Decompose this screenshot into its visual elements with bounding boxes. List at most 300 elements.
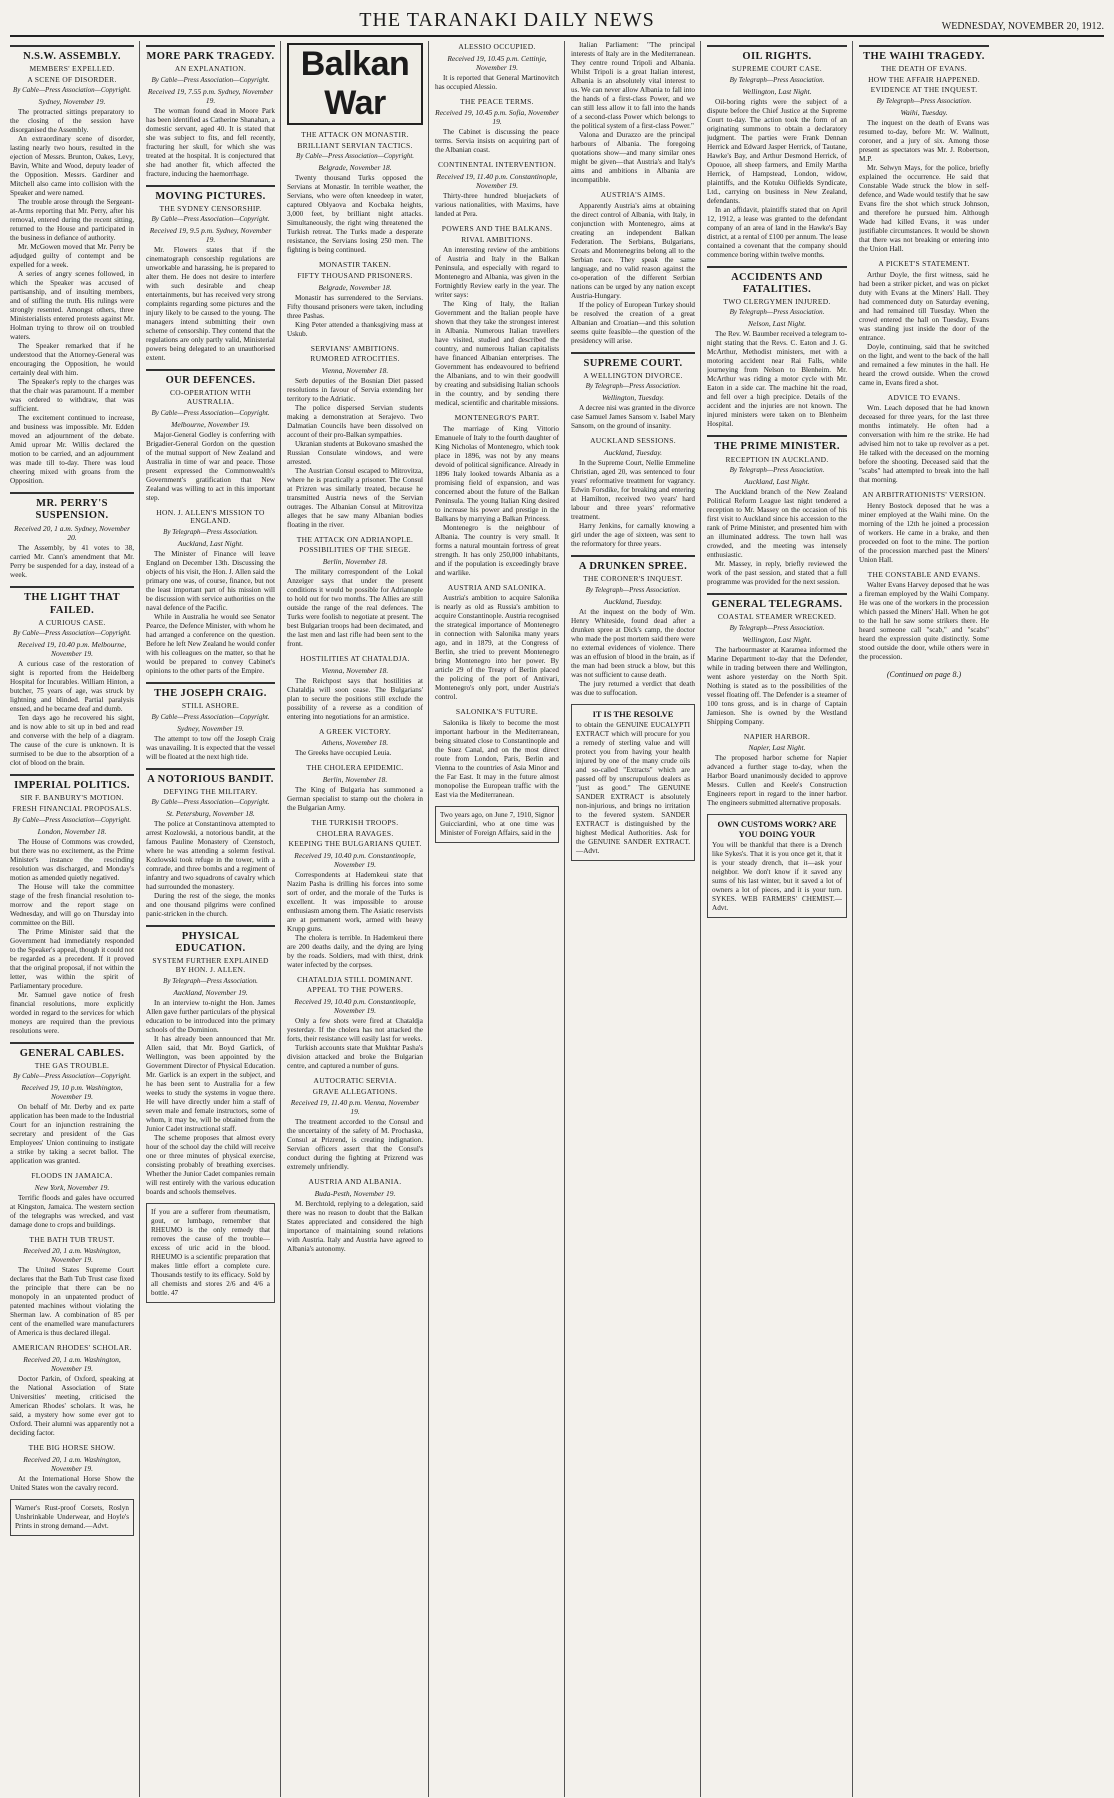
article-dateline: Auckland, November 19. bbox=[173, 987, 248, 997]
columns bbox=[10, 41, 1104, 1797]
article-paragraph: It is reported that General Martinovitch has occupied Alessio. bbox=[435, 73, 559, 91]
article-dateline: Sydney, November 19. bbox=[38, 97, 106, 107]
article-subheading: CO-OPERATION WITH AUSTRALIA. bbox=[170, 388, 251, 407]
article bbox=[10, 1042, 134, 1167]
article-paragraph: Walter Evans Harvey deposed that he was a fireman employed by the Waihi Company. He was one of the workers in the procession which passed the Miners' Hall. When he got to the hall he saw some strikers there. He heard someone call "scab," and "scabs" heard the expression quite distinctly. Some stood outside the door, while others were in the procession. bbox=[859, 581, 989, 662]
article-dateline: Received 19, 11.40 p.m. Constantinople, November 19. bbox=[436, 171, 558, 190]
article-subheading: THE ATTACK ON ADRIANOPLE. bbox=[296, 534, 414, 544]
article-dateline: Received 20, 1 a.m. Washington, November 19. bbox=[23, 1355, 121, 1374]
advertisement-text: Warner's Rust-proof Corsets, Roslyn Unshrinkable Underwear, and Hoyle's Prints in strong demand.—Advt. bbox=[15, 1503, 129, 1530]
article-paragraph: If the policy of European Turkey should be resolved the creation of a great Albanian and Croatian—and this solution seems quite feasible—the question of the presidency will arise. bbox=[571, 300, 695, 345]
article-paragraph: The Auckland branch of the New Zealand Political Reform League last night tendered a reception to Mr. Massey on the occasion of his first visit to Auckland since his accession to the rank of Prime Minister, and presented him with an illuminated address. The town hall was crowded, and the meeting was intensely enthusiastic. bbox=[707, 488, 847, 560]
article-paragraph: The inquest on the death of Evans was resumed to-day, before Mr. W. Wallnutt, coroner, and a jury of six. Among those present as spectators was Mr. J. Robertson, M.P. bbox=[859, 118, 989, 163]
article-paragraph: Mr. Flowers states that if the cinematograph censorship regulations are unworkable and harassing, he is prepared to alter them. He does not desire to interfere with such desirable and cheap entertainments, but has received very strong complaints regarding some pictures and the injury likely to be caused to the young. The managers intend submitting their own scheme of censorship. They contend that the regulations are only partly valid, Ministerial powers being delegated to an unauthorised extent. bbox=[146, 246, 275, 363]
article-subheading: A WELLINGTON DIVORCE. bbox=[583, 370, 683, 380]
article-headline: THE PRIME MINISTER. bbox=[714, 441, 840, 453]
article-subheading: THE BIG HORSE SHOW. bbox=[28, 1443, 116, 1453]
article-headline: THE WAIHI TRAGEDY. bbox=[863, 51, 985, 62]
article-subheading: AUTOCRATIC SERVIA. bbox=[313, 1076, 397, 1085]
article-subheading: AN EXPLANATION. bbox=[174, 64, 247, 74]
article-paragraph: The Reichpost says that hostilities at Chataldja will soon cease. The Bulgarians' plan to secure the positions still exclude the possibility of a reverse as a condition of entering into negotiations for an armistice. bbox=[287, 676, 423, 721]
article-paragraph: The attempt to tow off the Joseph Craig was unavailing. It is expected that the vessel will be floated at the next high tide. bbox=[146, 734, 275, 761]
article-dateline: Nelson, Last Night. bbox=[748, 319, 806, 329]
article-dateline: Vienna, November 18. bbox=[321, 665, 389, 675]
article-subheading: THE CONSTABLE AND EVANS. bbox=[867, 569, 981, 579]
article-subheading: AUSTRIA AND SALONIKA. bbox=[447, 582, 547, 592]
article-subheading: THE TURKISH TROOPS. bbox=[311, 817, 399, 827]
article-subheading: COASTAL STEAMER WRECKED. bbox=[717, 612, 837, 622]
article bbox=[10, 586, 134, 768]
section-rule bbox=[10, 774, 134, 776]
article-paragraph: The trouble arose through the Sergeant-at-Arms reporting that Mr. Perry, after his removal, entered during the recent sitting, returned to the House and participated in the business in defiance of authority. bbox=[10, 198, 134, 243]
article-subheading: TWO CLERGYMEN INJURED. bbox=[723, 296, 831, 306]
article-dateline: Auckland, Last Night. bbox=[744, 477, 810, 487]
article bbox=[10, 1444, 134, 1493]
article-dateline: Belgrade, November 18. bbox=[318, 282, 392, 292]
section-rule bbox=[146, 369, 275, 371]
column-3 bbox=[287, 41, 429, 1797]
article bbox=[287, 131, 423, 255]
article-headline: A NOTORIOUS BANDIT. bbox=[147, 773, 274, 785]
article bbox=[571, 41, 695, 185]
article-paragraph: An interesting review of the ambitions of Austria and Italy in the Balkan Peninsula, and especially with regard to Montenegro and Albania, was given in the Fortnightly Review early in the year. The writer says: bbox=[435, 246, 559, 300]
article-subheading: THE BATH TUB TRUST. bbox=[29, 1234, 115, 1244]
article-paragraph: Thirty-three hundred bluejackets of various nationalities, with Maxims, have landed at Pera. bbox=[435, 191, 559, 218]
article-subheading: ADVICE TO EVANS. bbox=[887, 392, 961, 402]
article-subheading: SUPREME COURT CASE. bbox=[732, 64, 822, 74]
article-dateline: Auckland, Last Night. bbox=[177, 538, 244, 548]
article-subheading: A CURIOUS CASE. bbox=[38, 617, 106, 627]
article-dateline: Auckland, Tuesday. bbox=[603, 596, 663, 606]
article-subheading: HOW THE AFFAIR HAPPENED. bbox=[868, 74, 980, 84]
article-paragraph: It has already been announced that Mr. Allen said, that Mr. Boyd Garlick, of Wellington, was been appointed by the Government Director of Physical Education. Mr. Garlick is an expert in the subject, and he has been sent to Australia for a few weeks to study the systems in vogue there. He will have directly under him a staff of seven male and female instructors, some of whom, it may be, will be obtained from the Junior Cadet instructional staff. bbox=[146, 1034, 275, 1133]
article-subheading: CONTINENTAL INTERVENTION. bbox=[437, 160, 557, 170]
advertisement bbox=[146, 1203, 275, 1303]
article-paragraph: The Rev. W. Baumber received a telegram to-night stating that the Revs. C. Eaton and J. G. McArthur, Methodist ministers, met with a motoring accident near Rai Falls, while journeying from Nelson to Blenheim. Mr. McArthur was riding a motor cycle with Mr. Eaton in a side car. The machine hit the road, and fell over a high precipice. Details of the accident and the injuries are not known. The injured ministers were taken on to Blenheim Hospital. bbox=[707, 330, 847, 429]
article-dateline: Vienna, November 18. bbox=[321, 365, 389, 375]
section-rule bbox=[146, 45, 275, 47]
article-paragraph: The Minister of Finance will leave England on December 13th. Discussing the objects of his visit, the Hon. J. Allen said the primary one was, of course, finance, but not the least important part of his mission will be discussion with service authorities on the naval defence of the Pacific. bbox=[146, 549, 275, 612]
article-paragraph: The Speaker's reply to the charges was that the chair was paramount. If a member was ordered to withdraw, that was sufficient. bbox=[10, 378, 134, 414]
article-paragraph: The King of Italy, the Italian Government and the Italian people have shown that they take the strongest interest in Albania. Numerous Italian travellers have visited, studied and described the country, and numerous Italian capitalists have financed Albanian enterprises. The Government has endeavoured to befriend the Albanians, and to win their goodwill by creating and subsidising Italian schools in the country, and by sending there medical, scientific and charitable missions. bbox=[435, 300, 559, 408]
article bbox=[435, 43, 559, 92]
article-subheading: HOSTILITIES AT CHATALDJA. bbox=[300, 654, 410, 663]
article-paragraph: At the International Horse Show the United States won the cavalry record. bbox=[10, 1474, 134, 1492]
article-paragraph: Ukranian students at Bukovano smashed the Russian Consulate windows, and were arrested. bbox=[287, 439, 423, 466]
column-6 bbox=[707, 41, 853, 1797]
article-headline: ACCIDENTS AND FATALITIES. bbox=[731, 271, 823, 295]
advertisement-text: You will be thankful that there is a Drench like Sykes's. That it is you once get it, that it is your steady drench, that it—ask your neighbor. We don't know if it saved any sums of his last winter, but it saved a lot of owners a lot of pieces, and it is your turn. SYKES. WEB FARMERS' CHEMIST.—Advt. bbox=[712, 841, 842, 913]
article bbox=[707, 45, 847, 260]
article-paragraph: At the inquest on the body of Wm. Henry Whiteside, found dead after a drunken spree at Dick's camp, the doctor who made the post mortem said there were no external evidences of violence. There was an effusion of blood in the brain, as if the man had been struck a blow, but this was not sufficient to cause death. bbox=[571, 607, 695, 679]
article bbox=[10, 45, 134, 486]
article-credit: By Cable—Press Association—Copyright. bbox=[12, 629, 132, 638]
article-subheading: KEEPING THE BULGARIANS QUIET. bbox=[288, 839, 422, 849]
section-rule bbox=[146, 682, 275, 684]
article bbox=[287, 261, 423, 338]
section-rule bbox=[707, 593, 847, 595]
article-subheading: APPEAL TO THE POWERS. bbox=[306, 985, 404, 995]
article bbox=[435, 414, 559, 578]
article-paragraph: M. Berchtold, replying to a delegation, said there was no reason to doubt that the Balkan States appreciated and considered the high importance of maintaining sound relations with Austria. Italy and Austria have agreed to Albania's autonomy. bbox=[287, 1199, 423, 1253]
article bbox=[10, 1344, 134, 1438]
article bbox=[10, 1172, 134, 1230]
article-subheading: EVIDENCE AT THE INQUEST. bbox=[870, 85, 978, 95]
article-credit: By Telegraph—Press Association. bbox=[585, 382, 681, 391]
article-headline: GENERAL TELEGRAMS. bbox=[711, 599, 843, 611]
article-paragraph: The marriage of King Vittorio Emanuele of Italy to the fourth daughter of King Nicholas of Montenegro, which took place in 1896, was not by any means devoid of political significance. Already in 1896 Italy looked towards Albania as a promising field of expansion, and was concerned about the future of the Balkan Peninsula. The young Italian King desired to increase his power and prestige in the Balkans by marrying a Balkan Princess. bbox=[435, 424, 559, 523]
article-subheading: RECEPTION IN AUCKLAND. bbox=[725, 454, 829, 464]
article-paragraph: In an interview to-night the Hon. James Allen gave further particulars of the physical education to be introduced into the primary schools of the Dominion. bbox=[146, 998, 275, 1034]
article-dateline: Received 19, 11.40 p.m. Vienna, November 19. bbox=[290, 1098, 420, 1117]
article bbox=[146, 768, 275, 920]
continued-note: (Continued on page 8.) bbox=[886, 670, 962, 680]
article-headline: OIL RIGHTS. bbox=[742, 51, 812, 62]
article-subheading: SYSTEM FURTHER EXPLAINED BY HON. J. ALLEN. bbox=[152, 956, 269, 975]
article-credit: By Cable—Press Association—Copyright. bbox=[295, 152, 415, 161]
article bbox=[146, 682, 275, 762]
article-paragraph: The jury returned a verdict that death was due to suffocation. bbox=[571, 679, 695, 697]
article-paragraph: The Austrian Consul escaped to Mitrovitza, where he is practically a prisoner. The Consul at Prizren was similarly treated, because he transmitted Austria news of the Servian outrages. The Albanian Consul at Mitrovitza alleges that he saw many Albanian bodies floating in the river. bbox=[287, 466, 423, 529]
article-subheading: THE SYDNEY CENSORSHIP. bbox=[159, 203, 262, 213]
article-subheading: FRESH FINANCIAL PROPOSALS. bbox=[12, 803, 132, 813]
article-headline: N.S.W. ASSEMBLY. bbox=[23, 51, 121, 62]
article-subheading: AMERICAN RHODES' SCHOLAR. bbox=[12, 1343, 132, 1353]
article bbox=[146, 185, 275, 364]
article-dateline: Berlin, November 18. bbox=[322, 774, 388, 784]
article-subheading: MEMBERS' EXPELLED. bbox=[29, 64, 115, 74]
article-subheading: THE CHOLERA EPIDEMIC. bbox=[306, 763, 404, 773]
article-dateline: London, November 18. bbox=[37, 826, 107, 836]
article-subheading: POSSIBILITIES OF THE SIEGE. bbox=[299, 545, 411, 555]
article-credit: By Telegraph—Press Association. bbox=[729, 308, 825, 317]
paper-title: THE TARANAKI DAILY NEWS bbox=[359, 9, 655, 31]
article-dateline: Wellington, Last Night. bbox=[742, 86, 812, 96]
article-dateline: Received 19, 10.45 p.m. Cettinje, November 19. bbox=[447, 53, 547, 72]
article bbox=[10, 1236, 134, 1339]
article bbox=[859, 491, 989, 565]
article-dateline: Received 20, 1 a.m. Washington, November 19. bbox=[23, 1246, 121, 1265]
article bbox=[571, 555, 695, 698]
article-paragraph: The treatment accorded to the Consul and the uncertainty of the safety of M. Prochaska, Consul at Prizrend, is creating indignation. Servian officers assert that the Consul's conduct during the fighting at Prizrend was extremely unfriendly. bbox=[287, 1118, 423, 1172]
article-subheading: THE PEACE TERMS. bbox=[460, 96, 534, 106]
section-rule bbox=[146, 925, 275, 927]
column-2 bbox=[146, 41, 281, 1797]
advertisement-text: Two years ago, on June 7, 1910, Signor Guicciardini, who at one time was Minister of Foreign Affairs, said in the bbox=[440, 811, 554, 837]
article-paragraph: In the Supreme Court, Nellie Emmeline Christian, aged 20, was sentenced to four years' reformative treatment for vagrancy. Edwin Forsdike, for breaking and entering at Hamilton, received two years' hard labour and three years' reformative treatment. bbox=[571, 458, 695, 521]
article-paragraph: A decree nisi was granted in the divorce case Samuel James Sansom v. Isabel Mary Sansom, on the ground of insanity. bbox=[571, 404, 695, 431]
article-paragraph: In an affidavit, plaintiffs stated that on April 12, 1912, a lease was granted to the defendant company of an area of land in the Hawke's Bay district, at a rental of £100 per annum. The lease contained a covenant that the company should commence boring within twelve months. bbox=[707, 205, 847, 259]
article-subheading: FIFTY THOUSAND PRISONERS. bbox=[297, 270, 413, 280]
article-headline: THE JOSEPH CRAIG. bbox=[154, 687, 267, 699]
article-dateline: Berlin, November 18. bbox=[322, 557, 388, 566]
article-paragraph: Serb deputies of the Bosnian Diet passed resolutions in favour of Servia extending her territory to the Adriatic. bbox=[287, 376, 423, 403]
article-subheading: HON. J. ALLEN'S MISSION TO ENGLAND. bbox=[156, 507, 265, 526]
article-dateline: Napier, Last Night. bbox=[748, 743, 806, 753]
article-dateline: Wellington, Tuesday. bbox=[601, 393, 665, 403]
article-subheading: THE DEATH OF EVANS. bbox=[881, 64, 967, 74]
article-paragraph: Mr. McGowen moved that Mr. Perry be adjudged guilty of contempt and be expelled for a week. bbox=[10, 243, 134, 270]
column-1 bbox=[10, 41, 140, 1797]
article bbox=[146, 369, 275, 502]
article-credit: By Telegraph—Press Association. bbox=[163, 976, 258, 985]
article-paragraph: Apparently Austria's aims at obtaining the direct control of Albania, with Italy, in conjunction with Montenegro, aims at creating an independent Balkan Federation. The Serbians, Bulgarians, Croats and Montenegrins belong all to the Serbian race. They speak the same language, and no valid reason against the co-operation of the different Serbian nations can be urged by any nation except Austria-Hungary. bbox=[571, 201, 695, 300]
article bbox=[571, 191, 695, 346]
article-paragraph: Doctor Parkin, of Oxford, speaking at the National Association of State Universities' meeting, criticised the American Rhodes' scholars. It was, he said, a mystery how some ever got to Oxford. Their alumni was apparently not a deciding factor. bbox=[10, 1375, 134, 1438]
article bbox=[146, 45, 275, 179]
article bbox=[859, 571, 989, 663]
article-subheading: THE CORONER'S INQUEST. bbox=[583, 574, 683, 583]
section-rule bbox=[10, 1042, 134, 1044]
article-dateline: Received 19, 7.55 p.m. Sydney, November 19. bbox=[147, 86, 274, 105]
article-headline: MR. PERRY'S SUSPENSION. bbox=[35, 498, 109, 522]
article-paragraph: Mr. Massey, in reply, briefly reviewed the work of the past session, and stated that a full programme was provided for the next session. bbox=[707, 560, 847, 587]
section-rule bbox=[707, 435, 847, 437]
article-paragraph: The King of Bulgaria has summoned a German specialist to stamp out the cholera in the Bulgarian Army. bbox=[287, 785, 423, 812]
article-subheading: CHOLERA RAVAGES. bbox=[316, 828, 394, 838]
section-rule bbox=[146, 185, 275, 187]
article-paragraph: Terrific floods and gales have occurred at Kingston, Jamaica. The western section of the telegraphs was wrecked, and vast damage done to crops and buildings. bbox=[10, 1193, 134, 1229]
article bbox=[287, 1077, 423, 1172]
article-dateline: Waihi, Tuesday. bbox=[900, 107, 948, 117]
article-paragraph: Doyle, continuing, said that he switched on the light, and went to the back of the hall and remained a few minutes in the hall. He heard the crowd outside. When the crowd came in, Evans fired a shot. bbox=[859, 342, 989, 387]
article-paragraph: The excitement continued to increase, and business was impossible. Mr. Edden moved an adjournment of the debate. Amid uproar Mr. Willis declared the motion to be carried, and an adjournment was made till to-day. There was loud cheering mixed with groans from the Opposition. bbox=[10, 414, 134, 486]
advertisement bbox=[571, 704, 695, 861]
article-subheading: SALONIKA'S FUTURE. bbox=[455, 707, 539, 717]
article-paragraph: Mr. Selwyn Mays, for the police, briefly explained the occurrence. He said that Constable Wade struck the blow in self-defence, and Wade would testify that he saw Evans fire the shot which struck Johnson, and therefore he pursued him. Although Wade had killed Evans, it was under justifiable circumstances. It would be shown that there was not breaking or entering into the Union Hall. bbox=[859, 163, 989, 253]
article-paragraph: Ten days ago he recovered his sight, and is now able to sit up in bed and read and converse with the help of a diagram. The cause of the cure is unknown. It is surmised to be due to the absorption of a clot of blood on the brain. bbox=[10, 714, 134, 768]
article bbox=[287, 655, 423, 722]
section-rule bbox=[571, 352, 695, 354]
section-rule bbox=[707, 266, 847, 268]
article-paragraph: King Peter attended a thanksgiving mass at Uskub. bbox=[287, 320, 423, 338]
article bbox=[287, 728, 423, 759]
article-subheading: MONASTIR TAKEN. bbox=[318, 260, 392, 270]
article-subheading: RUMORED ATROCITIES. bbox=[310, 354, 400, 364]
article-paragraph: During the rest of the siege, the monks and one thousand pilgrims were confined panic-stricken in the church. bbox=[146, 892, 275, 919]
article-subheading: MONTENEGRO'S PART. bbox=[454, 413, 540, 423]
article-paragraph: On behalf of Mr. Derby and ex parte application has been made to the Industrial Court for an injunction restraining the secretary and president of the Gas Employees' Union continuing to instigate a strike by taking a secret ballot. The application was granted. bbox=[10, 1103, 134, 1166]
article-paragraph: Italian Parliament: "The principal interests of Italy are in the Mediterranean. They centre round Tripoli and Albania. Whilst Tripoli is a great Italian interest, Albania is an absolutely vital interest to us. We can never allow Albania to fall into the hands of a first-class Power, and we can still less allow it to fall into the hands of a second-class Power which belongs to the political system of a first-class Power." bbox=[571, 41, 695, 130]
article-dateline: Received 19, 10.45 p.m. Sofia, November 19. bbox=[435, 108, 559, 127]
article-paragraph: The House will take the committee stage of the fresh financial resolution to-morrow and the report stage on Wednesday, and will go on Thursday into committee on the Bill. bbox=[10, 882, 134, 927]
article-subheading: THE ATTACK ON MONASTIR. bbox=[301, 130, 409, 139]
article bbox=[859, 260, 989, 388]
article-paragraph: A curious case of the restoration of sight is reported from the Heidelberg Hospital for Incurables. William Hinton, a butcher, 75 years of age, was struck by lightning and blinded. Partial paralysis ensued, and he became deaf and dumb. bbox=[10, 660, 134, 714]
article-paragraph: The Greeks have occupied Leuia. bbox=[295, 749, 392, 758]
article-subheading: BRILLIANT SERVIAN TACTICS. bbox=[297, 140, 413, 150]
article-paragraph: The harbourmaster at Karamea informed the Marine Department to-day that the Defender, while in trading between there and Wellington, went ashore yesterday on the North Spit. Nothing is stated as to the possibilities of the vessel floating off. The Defender is a steamer of 100 tons gross, and is in charge of Captain Jamieson. She is owned by the Westland Shipping Company. bbox=[707, 645, 847, 726]
article-dateline: Melbourne, November 19. bbox=[171, 419, 250, 429]
article-subheading: DEFYING THE MILITARY. bbox=[163, 786, 258, 796]
article-paragraph: Major-General Godley is conferring with Brigadier-General Gordon on the question of the mutual support of New Zealand and Australia in time of war and peace. Those present expressed the Commonwealth's Government's gratification that New Zealand was willing to act in this important step. bbox=[146, 430, 275, 502]
article-headline: A DRUNKEN SPREE. bbox=[578, 560, 688, 572]
article-dateline: Wellington, Last Night. bbox=[742, 634, 812, 644]
article-headline: GENERAL CABLES. bbox=[19, 1047, 125, 1059]
article bbox=[707, 266, 847, 430]
article bbox=[707, 435, 847, 587]
article-headline: OUR DEFENCES. bbox=[165, 375, 256, 387]
section-rule bbox=[146, 768, 275, 770]
article-paragraph: Valona and Durazzo are the principal harbours of Albania. The foregoing quotations show—and many similar ones might be given—that Austria's and Italy's aims and ambitions in Albania are incompatible. bbox=[571, 131, 695, 184]
article-paragraph: The protracted sittings preparatory to the closing of the session have disorganised the Assembly. bbox=[10, 108, 134, 135]
article-credit: By Telegraph—Press Association. bbox=[729, 75, 825, 84]
advertisement-title: IT IS THE RESOLVE bbox=[592, 708, 674, 719]
article-paragraph: Monastir has surrendered to the Servians. Fifty thousand prisoners were taken, including three Pashas. bbox=[287, 293, 423, 320]
advertisement-text: If you are a sufferer from rheumatism, gout, or lumbago, remember that RHEUMO is the only remedy that removes the cause of the trouble—excess of uric acid in the blood. RHEUMO is a scientific preparation that makes little effort a complete cure. Thousands testify to its efficacy. Sold by all chemists and stores 2/6 and 4/6 a bottle. 47 bbox=[151, 1207, 270, 1297]
article bbox=[10, 774, 134, 1035]
issue-date: WEDNESDAY, NOVEMBER 20, 1912. bbox=[941, 21, 1104, 32]
article-credit: By Cable—Press Association—Copyright. bbox=[151, 408, 270, 417]
article-paragraph: Montenegro is the neighbour of Albania. The country is very small. It forms a natural mountain fortress of great strength. It has only 250,000 inhabitants, and if the population is exceedingly brave and warlike. bbox=[435, 523, 559, 577]
article-credit: By Cable—Press Association—Copyright. bbox=[151, 75, 270, 84]
section-rule bbox=[10, 45, 134, 47]
article-paragraph: The House of Commons was crowded, but there was no excitement, as the Prime Minister's instance the rescinding resolution was discharged, and Monday's motion as amended quietly negatived. bbox=[10, 837, 134, 882]
article-paragraph: The Assembly, by 41 votes to 38, carried Mr. Cann's amendment that Mr. Perry be suspended for a day, instead of a week. bbox=[10, 544, 134, 580]
article bbox=[571, 437, 695, 549]
article-dateline: Received 19, 10.40 p.m. Constantinople, November 19. bbox=[294, 850, 416, 869]
article-subheading: AUCKLAND SESSIONS. bbox=[590, 436, 676, 446]
column-5 bbox=[571, 41, 701, 1797]
article bbox=[435, 98, 559, 156]
advertisement bbox=[10, 1499, 134, 1536]
article bbox=[859, 45, 989, 254]
article-subheading: POWERS AND THE BALKANS. bbox=[441, 223, 553, 233]
article-paragraph: The cholera is terrible. In Hademkeui there are 200 deaths daily, and the dying are lying by the roads. Soldiers, mad with thirst, drink water infected by the corpses. bbox=[287, 933, 423, 969]
article-paragraph: The Prime Minister said that the Government had immediately responded to the Speaker's appeal, though it could not be regarded as a precedent. If it proved that the original proposal, if not within the letter, was within the spirit of Parliamentary procedure. bbox=[10, 927, 134, 990]
article bbox=[435, 225, 559, 408]
article-dateline: Buda-Pesth, November 19. bbox=[314, 1188, 396, 1198]
article-subheading: THE GAS TROUBLE. bbox=[34, 1060, 110, 1070]
article bbox=[287, 345, 423, 530]
article-dateline: St. Petersburg, November 18. bbox=[166, 809, 255, 819]
article-paragraph: Salonika is likely to become the most important harbour in the Mediterranean, being situated close to Constantinople and the Suez Canal, and on the most direct route from London, Paris, Berlin and Vienna to the countries of Asia Minor and the Far East. It may in the future almost monopolise the European traffic with the East via the Mediterranean. bbox=[435, 719, 559, 799]
article-paragraph: Oil-boring rights were the subject of a dispute before the Chief Justice at the Supreme Court to-day. The action took the form of an originating summons to obtain a declaratory judgment. The parties were Frank Dennan Herrick and Edward Jasper Herrick, of Tautane, Hawke's Bay, and Arthur Desmond Herrick, of Opouoe, all sheep farmers, and Emily Martha Herrick, of Hampstead, London, widow, plaintiffs, and the Kotuku Oilfields Syndicate, Ltd., carrying on business in New Zealand, defendants. bbox=[707, 97, 847, 205]
article bbox=[707, 593, 847, 727]
section-rule bbox=[707, 45, 847, 47]
article-headline: PHYSICAL EDUCATION. bbox=[175, 931, 246, 955]
article-headline: MOVING PICTURES. bbox=[155, 190, 266, 202]
article-subheading: AUSTRIA AND ALBANIA. bbox=[308, 1177, 402, 1187]
article-credit: By Telegraph—Press Association. bbox=[163, 527, 258, 536]
advertisement bbox=[707, 814, 847, 918]
article bbox=[859, 394, 989, 486]
article-paragraph: Wm. Leach deposed that he had known deceased for three years, for the last three months intimately. He often had a conversation with him re the strike. He had advised him not to take up revolver as a pet. He talked with the deceased on the morning before the shooting. Deceased said that the "scabs" had attempted to break into the hall that morning. bbox=[859, 404, 989, 485]
article-paragraph: The United States Supreme Court declares that the Bath Tub Trust case fixed the principle that there can be no monopoly in an unpatented product of patented machines without violating the Sherman law. A combination of 85 per cent of the enamelled ware manufacturers of America is thus declared illegal. bbox=[10, 1266, 134, 1338]
article-subheading: NAPIER HARBOR. bbox=[743, 731, 811, 741]
article-dateline: Sydney, November 19. bbox=[177, 723, 244, 733]
article-subheading: AUSTRIA'S AIMS. bbox=[600, 190, 666, 199]
article-subheading: ALESSIO OCCUPIED. bbox=[458, 42, 536, 51]
article-subheading: SIR F. BANBURY'S MOTION. bbox=[20, 793, 124, 803]
article-paragraph: The Speaker remarked that if he understood that the Attorney-General was encouraging the Opposition, he would certainly deal with him. bbox=[10, 342, 134, 378]
article bbox=[287, 976, 423, 1071]
section-rule bbox=[10, 586, 134, 588]
article-headline: SUPREME COURT. bbox=[583, 357, 683, 369]
article-paragraph: The scheme proposes that almost every hour of the school day the child will receive one or three minutes of physical exercise, consisting probably of breathing exercises. Whether the Junior Cadet companies remain will rest entirely with the various education boards and schools themselves. bbox=[146, 1133, 275, 1196]
article-credit: By Cable—Press Association—Copyright. bbox=[151, 215, 270, 224]
article-paragraph: The Cabinet is discussing the peace terms. Servia insists on acquiring part of the Albanian coast. bbox=[435, 128, 559, 155]
article-paragraph: Arthur Doyle, the first witness, said he had been a striker picket, and was on picket duty with Evans at the Miners' Hall. They had commenced duty on Saturday evening, and had remained till Tuesday. When the crowd entered the hall on Tuesday, Evans was standing just inside the door of the entrance. bbox=[859, 270, 989, 342]
masthead bbox=[10, 6, 1104, 37]
section-rule bbox=[10, 492, 134, 494]
article bbox=[571, 352, 695, 432]
article bbox=[10, 492, 134, 580]
article-subheading: GRAVE ALLEGATIONS. bbox=[312, 1086, 398, 1096]
advertisement bbox=[435, 806, 559, 843]
article bbox=[435, 708, 559, 800]
article-headline: MORE PARK TRAGEDY. bbox=[146, 51, 275, 62]
article bbox=[287, 1178, 423, 1254]
article-credit: By Cable—Press Association—Copyright. bbox=[12, 1072, 132, 1081]
article-dateline: Athens, November 18. bbox=[321, 738, 389, 748]
article-subheading: STILL ASHORE. bbox=[181, 701, 240, 710]
column-7 bbox=[859, 41, 994, 1797]
article bbox=[707, 733, 847, 809]
article-paragraph: The police dispersed Servian students making a demonstration at Serajevo. Two Dalmatian Councils have been dissolved on account of their pro-Balkan sympathies. bbox=[287, 403, 423, 439]
article-subheading: A PICKET'S STATEMENT. bbox=[878, 258, 970, 268]
article bbox=[435, 161, 559, 219]
article bbox=[287, 764, 423, 813]
article bbox=[287, 536, 423, 649]
article-credit: By Telegraph—Press Association. bbox=[585, 585, 681, 594]
article-dateline: Auckland, Tuesday. bbox=[603, 447, 663, 457]
advertisement-title: OWN CUSTOMS WORK? ARE YOU DOING YOUR bbox=[717, 819, 837, 840]
article-subheading: A GREEK VICTORY. bbox=[318, 726, 392, 736]
article-paragraph: Turkish accounts state that Mukhtar Pasha's division attacked and broke the Bulgarian centre, and captured a number of guns. bbox=[287, 1044, 423, 1070]
article bbox=[287, 819, 423, 970]
column-4 bbox=[435, 41, 565, 1797]
article-subheading: RIVAL AMBITIONS. bbox=[461, 234, 533, 244]
article-dateline: Received 19, 10 p.m. Washington, November 19. bbox=[21, 1083, 123, 1102]
article-paragraph: Mr. Samuel gave notice of fresh financial resolutions, more explicitly worded in regard to the services for which moneys are required than the previous resolutions were. bbox=[10, 990, 134, 1035]
article-dateline: Received 20, 1 a.m. Sydney, November 20. bbox=[14, 524, 130, 543]
article-headline: THE LIGHT THAT FAILED. bbox=[23, 592, 121, 616]
article-credit: By Telegraph—Press Association. bbox=[729, 466, 825, 475]
article-paragraph: Harry Jenkins, for carnally knowing a girl under the age of sixteen, was sent to the reformatory for three years. bbox=[571, 521, 695, 548]
article-credit: By Cable—Press Association—Copyright. bbox=[12, 815, 132, 824]
article-paragraph: While in Australia he would see Senator Pearce, the Defence Minister, with whom he had arranged a conference on the question. Before he left New Zealand he would confer with his colleagues on the matter, so that he would be prepared to convey Cabinet's opinions to the other parts of the Empire. bbox=[146, 612, 275, 675]
article-subheading: A SCENE OF DISORDER. bbox=[27, 74, 117, 84]
article-credit: By Cable—Press Association—Copyright. bbox=[151, 712, 270, 721]
section-rule bbox=[571, 555, 695, 557]
article-subheading: AN ARBITRATIONISTS' VERSION. bbox=[862, 490, 986, 500]
article-credit: By Cable—Press Association—Copyright. bbox=[12, 86, 132, 95]
article bbox=[146, 509, 275, 676]
article-paragraph: Twenty thousand Turks opposed the Servians at Monastir. In terrible weather, the Servians, who were often kneedeep in water, captured Oblyaova and Kocbaka heights, 3,000 feet, by brilliant night attacks. Simultaneously, the right wing threatened the Turkish retreat. The Turks made a desperate resistance, the Servians losing 250 men. The fighting is being continued. bbox=[287, 174, 423, 255]
article-paragraph: Austria's ambition to acquire Salonika is nearly as old as Russia's ambition to acquire Constantinople. Austria recognised the strategical importance of Montenegro in connection with Salonika many years ago, and in 1879, at the Congress of Berlin, she tried to prevent Montenegro bring Montenegro into her power. By article 29 of the Treaty of Berlin placed the policing of the port of Antivari, Montenegro's only port, under Austria's control. bbox=[435, 594, 559, 702]
article-paragraph: The woman found dead in Moore Park has been identified as Catherine Shanahan, a domestic servant, aged 40. It is stated that she was subject to fits, and fell recently, fracturing her skull, for which she was treated at the hospital. It is conjectured that she had another fit, which affected the fracture, inducing the haemorrhage. bbox=[146, 106, 275, 178]
article-paragraph: The proposed harbor scheme for Napier advanced a further stage to-day, when the Harbor Board unanimously decided to approve Messrs. Cullen and Keele's Construction Engineers report in regard to the inner harbor. The engineers submitted alternative proposals. bbox=[707, 754, 847, 808]
article-credit: By Cable—Press Association—Copyright. bbox=[151, 798, 270, 807]
article-dateline: Received 20, 1 a.m. Washington, November 19. bbox=[23, 1454, 121, 1473]
article-dateline: Received 19, 9.5 p.m. Sydney, November 19. bbox=[149, 226, 272, 245]
article-paragraph: Correspondents at Hademkeui state that Nazim Pasha is drilling his forces into some sort of order, and the morale of the Turks is excellent. It was impossible to arouse enthusiasm among them. The Asiatic reservists are at permanent work, armed with heavy Krupp guns. bbox=[287, 870, 423, 933]
article-credit: By Telegraph—Press Association. bbox=[729, 623, 825, 632]
article-dateline: Belgrade, November 18. bbox=[318, 163, 392, 173]
section-rule bbox=[859, 45, 989, 47]
advertisement-text: to obtain the GENUINE EUCALYPTI EXTRACT which will procure for you a remedy of sterling value and will protect you from having your health injured by one of the many crude oils and so-called "Extracts" which are passed off by unscrupulous dealers as "just as good." The GENUINE SANDER EXTRACT is absolutely non-injurious, and brings no irritation to the fevered system. SANDER EXTRACT is distinguished by the highest Medical Authorities. Ask for the GENUINE SANDER EXTRACT.—Advt. bbox=[576, 720, 690, 855]
article bbox=[435, 584, 559, 703]
article-dateline: New York, November 19. bbox=[34, 1182, 110, 1192]
article-subheading: SERVIANS' AMBITIONS. bbox=[310, 343, 400, 353]
article bbox=[146, 925, 275, 1196]
article-paragraph: An extraordinary scene of disorder, lasting nearly two hours, resulted in the ejection of Messrs. Brunton, Oakes, Levy, Bavin, White and Wood, deputy leader of the Opposition. Messrs. Gardiner and Mitchell also came into collision with the Speaker and were named. bbox=[10, 135, 134, 198]
article-paragraph: The police at Constantinova attempted to arrest Kozlowski, a notorious bandit, at the famous Pauline Monastery of Czenstoch, where he was attending a solemn festival. Kozlowski took refuge in the tower, with a comrade, and three bombs and a regiment of infantry and two squadrons of cavalry which had surrounded the monastery. bbox=[146, 820, 275, 892]
article-credit: By Telegraph—Press Association. bbox=[876, 96, 972, 105]
article-paragraph: Only a few shots were fired at Chataldja yesterday. If the cholera has not attacked the forts, their resistance will easily last for weeks. bbox=[287, 1017, 423, 1043]
article-subheading: FLOODS IN JAMAICA. bbox=[31, 1171, 113, 1181]
